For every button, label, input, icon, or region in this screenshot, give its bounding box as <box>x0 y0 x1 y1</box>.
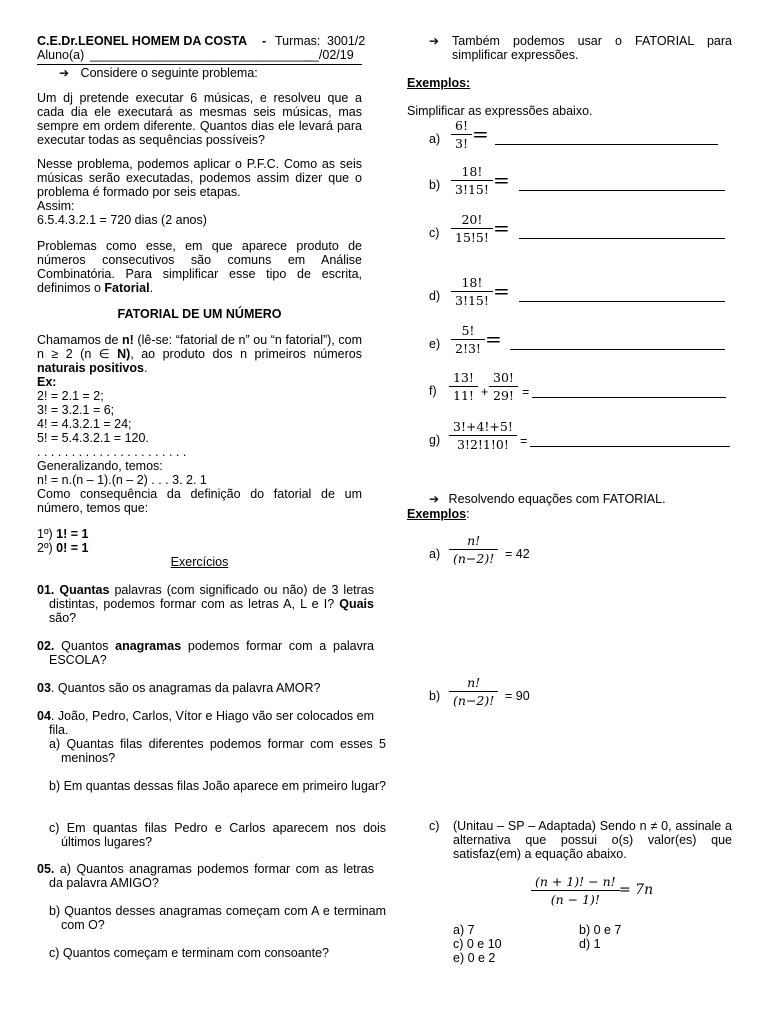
eq-c-num: (n + 1)! − n! <box>535 874 616 889</box>
eq-b-fraction <box>449 675 498 708</box>
eq-b-rhs: = 90 <box>505 689 530 703</box>
q03-number: 03 <box>37 681 51 695</box>
item-d-label: d) <box>429 289 441 303</box>
def-part-b: (lê-se: “fatorial de n” ou “n fatorial”), com n ≥ 2 (n ∈ <box>37 333 362 361</box>
header-rule <box>37 64 362 65</box>
question-02 <box>37 639 374 667</box>
exemplos-heading-2 <box>407 507 470 521</box>
calc-text: 6.5.4.3.2.1 = 720 dias (2 anos) <box>37 213 207 227</box>
item-f-num1: 13! <box>453 370 474 385</box>
item-f-fraction-1 <box>449 370 478 403</box>
q04-text: . João, Pedro, Carlos, Vítor e Hiago vão ser colocados em fila. <box>49 709 374 737</box>
question-04b: b) Em quantas dessas filas João aparece em primeiro lugar? <box>49 779 386 793</box>
item-d-den: 3!15! <box>451 291 493 308</box>
item-d-fraction <box>451 275 493 308</box>
item-e-blank[interactable] <box>510 349 725 350</box>
item-g-fraction <box>449 419 517 452</box>
item-b-blank[interactable] <box>519 190 725 191</box>
item-f-equals: = <box>522 385 530 399</box>
eq-a-den: (n−2)! <box>449 549 498 566</box>
q04-number: 04 <box>37 709 51 723</box>
item-g-equals: = <box>520 434 528 448</box>
problemas-period: . <box>149 281 154 295</box>
aluno-blank: ________________________________ <box>90 48 313 62</box>
item-e-label: e) <box>429 337 441 351</box>
arrow-right-icon: ➔ <box>429 492 440 506</box>
eq-b-den: (n−2)! <box>449 691 498 708</box>
section-title: FATORIAL DE UM NÚMERO <box>117 307 282 321</box>
item-e-num: 5! <box>461 323 475 338</box>
q03-text: . Quantos são os anagramas da palavra AMOR? <box>50 681 321 695</box>
eq-c-den: (n − 1)! <box>531 890 620 907</box>
option-e[interactable]: e) 0 e 2 <box>453 951 496 965</box>
c1-label: 1º) <box>37 527 53 541</box>
c2-label: 2º) <box>37 541 53 555</box>
option-a[interactable]: a) 7 <box>453 923 475 937</box>
tambem-block <box>429 34 732 62</box>
item-a-num: 6! <box>455 118 468 133</box>
item-a-label: a) <box>429 132 441 146</box>
aluno-label: Aluno(a) <box>37 48 85 62</box>
item-d-blank[interactable] <box>519 301 725 302</box>
q01-text: palavras (com significado ou não) de 3 letras distintas, podemos formar com as letras A, L e I? <box>49 583 375 611</box>
item-f-den2: 29! <box>489 386 518 403</box>
def-part-c: , ao produto dos n primeiros números <box>130 347 362 361</box>
turmas-value: 3001/2 <box>327 34 366 48</box>
considere-line <box>59 66 258 80</box>
pfc-text: Nesse problema, podemos aplicar o P.F.C. Como as seis músicas serão executadas, podemos assim dizer que o problema é formado por seis etapas. <box>37 157 362 199</box>
option-c[interactable]: c) 0 e 10 <box>453 937 502 951</box>
item-c-label: c) <box>429 226 440 240</box>
question-03 <box>37 681 374 695</box>
item-f-den1: 11! <box>449 386 478 403</box>
q01-end: são? <box>49 611 77 625</box>
eq-a-num: n! <box>467 533 481 548</box>
header-dash: - <box>262 34 267 48</box>
item-d-equals: = <box>493 279 510 303</box>
resolvendo-line <box>429 492 666 506</box>
problemas-text <box>37 239 362 295</box>
item-e-den: 2!3! <box>451 339 485 356</box>
item-a-fraction <box>451 118 472 151</box>
exemplos-heading-1: Exemplos: <box>407 76 471 90</box>
example-2: 3! = 3.2.1 = 6; <box>37 403 115 417</box>
item-a-equals: = <box>472 122 489 146</box>
eq-a-fraction <box>449 533 498 566</box>
question-04 <box>37 709 374 737</box>
def-N: N) <box>117 347 131 361</box>
item-c-den: 15!5! <box>451 228 493 245</box>
question-04c: c) Em quantas filas Pedro e Carlos aparecem nos dois últimos lugares? <box>49 821 386 849</box>
item-b-num: 18! <box>461 164 483 179</box>
consequence-1 <box>37 527 362 541</box>
question-05c: c) Quantos começam e terminam com consoante? <box>49 946 329 960</box>
example-1: 2! = 2.1 = 2; <box>37 389 104 403</box>
item-b-equals: = <box>493 168 510 192</box>
eq-c-rhs: = 7n <box>619 882 654 898</box>
item-a-blank[interactable] <box>495 144 718 145</box>
item-c-equals: = <box>493 216 510 240</box>
problemas-body: Problemas como esse, em que aparece produto de números consecutivos são comuns em Análise Combinatória. Para simplificar esse tipo de escrita, definimos o <box>37 239 362 295</box>
q01-bold2: Quais <box>339 597 374 611</box>
item-f-plus: + <box>481 385 489 399</box>
item-b-den: 3!15! <box>451 180 493 197</box>
example-3: 4! = 4.3.2.1 = 24; <box>37 417 132 431</box>
q01-number: 01. <box>37 583 55 597</box>
eq-c-label: c) <box>429 819 440 833</box>
resolvendo-text: Resolvendo equações com FATORIAL. <box>448 492 666 506</box>
problem-text: Um dj pretende executar 6 músicas, e resolveu que a cada dia ele executará as mesmas seis músicas, mas sempre em ordem diferente. Quantos dias ele levará para executar todas as sequências possíveis? <box>37 91 362 147</box>
def-part-a: Chamamos de <box>37 333 123 347</box>
item-g-num: 3!+4!+5! <box>453 419 513 434</box>
item-c-num: 20! <box>461 212 483 227</box>
simplificar-text: Simplificar as expressões abaixo. <box>407 104 593 118</box>
eq-b-label: b) <box>429 689 441 703</box>
q05-number: 05. <box>37 862 55 876</box>
fatorial-word: Fatorial <box>104 281 150 295</box>
item-c-blank[interactable] <box>519 238 725 239</box>
item-e-fraction <box>451 323 485 356</box>
def-naturais: naturais positivos <box>37 361 144 375</box>
assim-text: Assim: <box>37 199 75 213</box>
eq-c-fraction <box>531 874 620 907</box>
school-name: C.E.Dr.LEONEL HOMEM DA COSTA <box>37 34 248 48</box>
item-g-blank[interactable] <box>530 446 730 447</box>
item-f-blank[interactable] <box>532 397 726 398</box>
c2-value: 0! = 1 <box>56 541 89 555</box>
dots-line: . . . . . . . . . . . . . . . . . . . . . . <box>37 445 187 459</box>
q05-text: a) Quantos anagramas podemos formar com as letras da palavra AMIGO? <box>49 862 374 890</box>
option-d[interactable]: d) 1 <box>579 937 601 951</box>
def-nfact: n! <box>122 333 134 347</box>
generalizando-text: Generalizando, temos: <box>37 459 163 473</box>
question-04a: a) Quantas filas diferentes podemos formar com esses 5 meninos? <box>49 737 386 765</box>
consequence-2 <box>37 541 362 555</box>
question-05b: b) Quantos desses anagramas começam com A e terminam com O? <box>49 904 386 932</box>
eq-a-label: a) <box>429 547 441 561</box>
def-part-d: . <box>143 361 148 375</box>
exemplos2-word: Exemplos <box>407 507 467 521</box>
q01-bold: Quantas <box>59 583 110 597</box>
item-a-den: 3! <box>451 134 472 151</box>
item-g-den: 3!2!1!0! <box>449 435 517 452</box>
q02-number: 02. <box>37 639 55 653</box>
item-e-equals: = <box>485 327 502 351</box>
item-f-label: f) <box>429 384 437 398</box>
general-formula: n! = n.(n – 1).(n – 2) . . . 3. 2. 1 <box>37 473 207 487</box>
considere-text: Considere o seguinte problema: <box>80 66 258 80</box>
arrow-right-icon: ➔ <box>429 34 440 48</box>
q02-part-a: Quantos <box>54 639 116 653</box>
option-b[interactable]: b) 0 e 7 <box>579 923 622 937</box>
q02-bold: anagramas <box>115 639 182 653</box>
eq-b-num: n! <box>467 675 481 690</box>
item-b-label: b) <box>429 178 441 192</box>
eq-c-text: (Unitau – SP – Adaptada) Sendo n ≠ 0, assinale a alternativa que possui o(s) valor(es) que satisfaz(em) a equação abaixo. <box>453 819 732 861</box>
turmas-label: Turmas: <box>275 34 321 48</box>
item-d-num: 18! <box>461 275 483 290</box>
tambem-text: Também podemos usar o FATORIAL para simplificar expressões. <box>452 34 732 62</box>
example-4: 5! = 5.4.3.2.1 = 120. <box>37 431 149 445</box>
q02-part-b: podemos formar com a palavra ESCOLA? <box>49 639 374 667</box>
item-f-fraction-2 <box>489 370 518 403</box>
header-date: __/02/19 <box>305 48 354 62</box>
item-f-num2: 30! <box>493 370 514 385</box>
exemplos2-colon: : <box>466 507 470 521</box>
question-05 <box>37 862 374 890</box>
question-01 <box>37 583 374 625</box>
consequencia-text: Como consequência da definição do fatorial de um número, temos que: <box>37 487 362 515</box>
arrow-right-icon: ➔ <box>59 66 70 80</box>
c1-value: 1! = 1 <box>56 527 89 541</box>
item-g-label: g) <box>429 433 441 447</box>
item-c-fraction <box>451 212 493 245</box>
exercicios-title: Exercícios <box>170 555 229 569</box>
definition-text <box>37 333 362 375</box>
item-b-fraction <box>451 164 493 197</box>
eq-a-rhs: = 42 <box>505 547 530 561</box>
ex-label: Ex: <box>37 375 57 389</box>
